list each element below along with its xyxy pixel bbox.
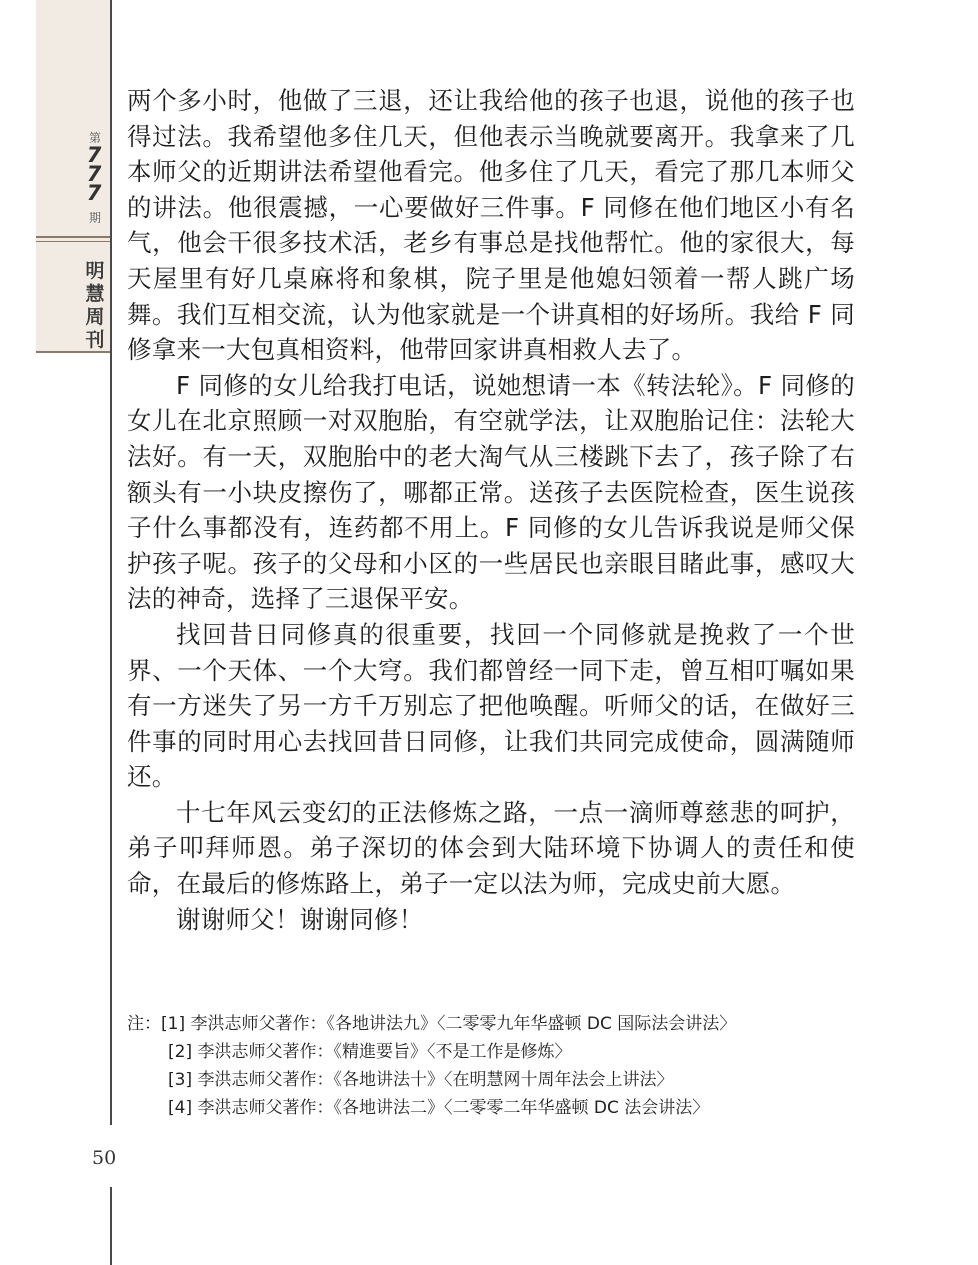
issue-digit: 7 bbox=[86, 181, 102, 205]
margin-rule-top bbox=[110, 0, 112, 1125]
issue-suffix: 期 bbox=[88, 211, 101, 225]
closing-thanks: 谢谢师父！谢谢同修！ bbox=[176, 904, 424, 934]
issue-digit: 7 bbox=[86, 143, 102, 167]
footnote: [3] 李洪志师父著作：《各地讲法十》〈在明慧网十周年法会上讲法〉 bbox=[168, 1070, 674, 1090]
magazine-char: 慧 bbox=[85, 283, 105, 305]
paragraph: 两个多小时，他做了三退，还让我给他的孩子也退，说他的孩子也得过法。我希望他多住几天，但他表示当晚就要离开。我拿来了几本师父的近期讲法希望他看完。他多住了几天，看完了那几本师父的讲法。他很震撼，一心要做好三件事。F 同修在他们地区小有名气，他会干很多技术活，老乡有事总是找他帮忙。他的家很大，每天屋里有好几桌麻将和象棋，院子里是他媳妇领着一帮人跳广场舞。我们互相交流，认为他家就是一个讲真相的好场所。我给 F 同修拿来一大包真相资料，他带回家讲真相救人去了。 bbox=[127, 86, 855, 365]
sidebar-divider-thin bbox=[36, 241, 110, 242]
issue-prefix: 第 bbox=[88, 131, 101, 145]
footnotes bbox=[127, 1010, 867, 1122]
magazine-title bbox=[82, 260, 108, 352]
footnote: [2] 李洪志师父著作：《精進要旨》〈不是工作是修炼〉 bbox=[168, 1042, 572, 1062]
paragraph: 十七年风云变幻的正法修炼之路，一点一滴师尊慈悲的呵护，弟子叩拜师恩。弟子深切的体会到大陆环境下协调人的责任和使命，在最后的修炼路上，弟子一定以法为师，完成史前大愿。 bbox=[127, 797, 855, 899]
magazine-char: 明 bbox=[85, 260, 105, 282]
sidebar-divider bbox=[36, 236, 110, 238]
magazine-char: 周 bbox=[85, 306, 105, 328]
magazine-char: 刊 bbox=[85, 329, 105, 351]
issue-digit: 7 bbox=[86, 162, 102, 186]
paragraph: 找回昔日同修真的很重要，找回一个同修就是挽救了一个世界、一个天体、一个大穹。我们都曾经一同下走，曾互相叮嘱如果有一方迷失了另一方千万别忘了把他唤醒。听师父的话，在做好三件事的同时用心去找回昔日同修，让我们共同完成使命，圆满随师还。 bbox=[127, 619, 855, 792]
margin-rule-bottom bbox=[110, 1187, 112, 1265]
issue-number bbox=[82, 143, 106, 205]
page-number: 50 bbox=[92, 1147, 117, 1169]
paragraph: F 同修的女儿给我打电话，说她想请一本《转法轮》。F 同修的女儿在北京照顾一对双胞胎，有空就学法，让双胞胎记住：法轮大法好。有一天，双胞胎中的老大淘气从三楼跳下去了，孩子除了右额头有一小块皮擦伤了，哪都正常。送孩子去医院检查，医生说孩子什么事都没有，连药都不用上。F 同修的女儿告诉我说是师父保护孩子呢。孩子的父母和小区的一些居民也亲眼目睹此事，感叹大法的神奇，选择了三退保平安。 bbox=[127, 370, 855, 614]
article-body bbox=[127, 83, 855, 937]
footnote: [4] 李洪志师父著作：《各地讲法二》〈二零零二年华盛顿 DC 法会讲法〉 bbox=[168, 1098, 710, 1118]
footnote: 注：[1] 李洪志师父著作：《各地讲法九》〈二零零九年华盛顿 DC 国际法会讲法〉 bbox=[127, 1014, 737, 1034]
